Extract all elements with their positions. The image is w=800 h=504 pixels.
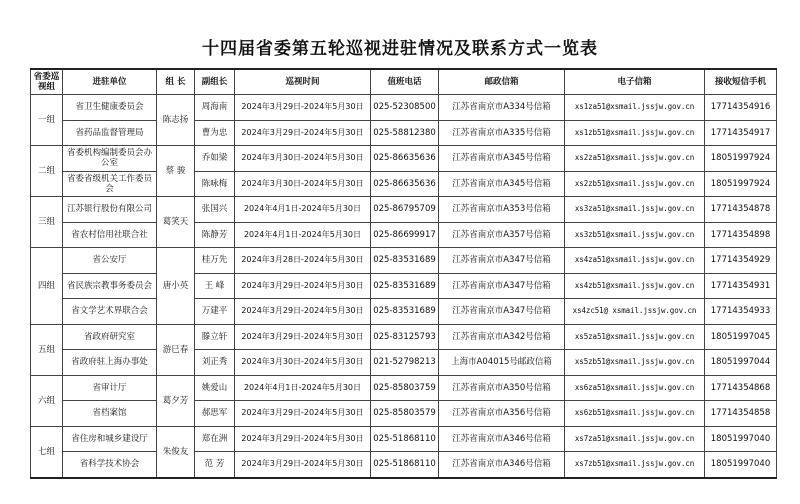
deputy-cell: 姚爱山 — [195, 375, 235, 401]
col-header-time: 巡视时间 — [235, 69, 371, 95]
mailbox-cell: 江苏省南京市A346号信箱 — [439, 452, 565, 478]
table-body — [31, 95, 777, 478]
unit-cell: 省公安厅 — [63, 248, 157, 274]
unit-cell: 省政府驻上海办事处 — [63, 350, 157, 376]
phone-cell: 021-52798213 — [371, 350, 439, 376]
col-header-group: 省委巡视组 — [31, 69, 63, 95]
unit-cell: 省档案馆 — [63, 401, 157, 427]
sms-cell: 18051997040 — [705, 452, 777, 478]
group-name-cell: 五组 — [31, 324, 63, 375]
sms-cell: 17714354868 — [705, 375, 777, 401]
table-row — [31, 95, 777, 121]
deputy-cell: 刘正秀 — [195, 350, 235, 376]
sms-cell: 17714354917 — [705, 120, 777, 146]
mailbox-cell: 江苏省南京市A335号信箱 — [439, 120, 565, 146]
unit-cell: 省政府研究室 — [63, 324, 157, 350]
email-cell: xs2za51@xsmail.jssjw.gov.cn — [565, 146, 705, 172]
deputy-cell: 桂万先 — [195, 248, 235, 274]
col-header-leader: 组 长 — [157, 69, 195, 95]
time-cell: 2024年3月30日-2024年5月30日 — [235, 171, 371, 197]
unit-cell: 省民族宗教事务委员会 — [63, 273, 157, 299]
col-header-deputy: 副组长 — [195, 69, 235, 95]
phone-cell: 025-51868110 — [371, 426, 439, 452]
table-row — [31, 401, 777, 427]
col-header-sms: 接收短信手机 — [705, 69, 777, 95]
table-row — [31, 299, 777, 325]
leader-cell: 游巳春 — [157, 324, 195, 375]
email-cell: xs7za51@xsmail.jssjw.gov.cn — [565, 426, 705, 452]
sms-cell: 17714354858 — [705, 401, 777, 427]
group-name-cell: 四组 — [31, 248, 63, 325]
sms-cell: 18051997045 — [705, 324, 777, 350]
sms-cell: 17714354898 — [705, 222, 777, 248]
leader-cell: 葛夕芳 — [157, 375, 195, 426]
leader-cell: 唐小英 — [157, 248, 195, 325]
deputy-cell: 陈静芳 — [195, 222, 235, 248]
email-cell: xs6za51@xsmail.jssjw.gov.cn — [565, 375, 705, 401]
unit-cell: 省住房和城乡建设厅 — [63, 426, 157, 452]
deputy-cell: 陈咏梅 — [195, 171, 235, 197]
mailbox-cell: 江苏省南京市A347号信箱 — [439, 273, 565, 299]
sms-cell: 18051997044 — [705, 350, 777, 376]
leader-cell: 陈志扬 — [157, 95, 195, 146]
leader-cell: 朱俊友 — [157, 426, 195, 478]
mailbox-cell: 上海市A04015号邮政信箱 — [439, 350, 565, 376]
table-row — [31, 426, 777, 452]
deputy-cell: 乔如梁 — [195, 146, 235, 172]
sms-cell: 17714354878 — [705, 197, 777, 223]
time-cell: 2024年3月29日-2024年5月30日 — [235, 95, 371, 121]
time-cell: 2024年3月29日-2024年5月30日 — [235, 120, 371, 146]
deputy-cell: 王 峰 — [195, 273, 235, 299]
time-cell: 2024年3月30日-2024年5月30日 — [235, 146, 371, 172]
deputy-cell: 滕立轩 — [195, 324, 235, 350]
group-name-cell: 二组 — [31, 146, 63, 197]
time-cell: 2024年3月29日-2024年5月30日 — [235, 324, 371, 350]
email-cell: xs7zb51@xsmail.jssjw.gov.cn — [565, 452, 705, 478]
phone-cell: 025-86635636 — [371, 146, 439, 172]
time-cell: 2024年3月29日-2024年5月30日 — [235, 273, 371, 299]
mailbox-cell: 江苏省南京市A345号信箱 — [439, 146, 565, 172]
unit-cell: 省药品监督管理局 — [63, 120, 157, 146]
mailbox-cell: 江苏省南京市A346号信箱 — [439, 426, 565, 452]
mailbox-cell: 江苏省南京市A350号信箱 — [439, 375, 565, 401]
deputy-cell: 郝思军 — [195, 401, 235, 427]
unit-cell: 省委机构编制委员会办公室 — [63, 146, 157, 172]
phone-cell: 025-51868110 — [371, 452, 439, 478]
unit-cell: 江苏银行股份有限公司 — [63, 197, 157, 223]
email-cell: xs5zb51@xsmail.jssjw.gov.cn — [565, 350, 705, 376]
phone-cell: 025-83531689 — [371, 299, 439, 325]
table-row — [31, 222, 777, 248]
email-cell: xs4za51@xsmail.jssjw.gov.cn — [565, 248, 705, 274]
mailbox-cell: 江苏省南京市A347号信箱 — [439, 299, 565, 325]
sms-cell: 17714354929 — [705, 248, 777, 274]
deputy-cell: 周海南 — [195, 95, 235, 121]
table-row — [31, 273, 777, 299]
group-name-cell: 七组 — [31, 426, 63, 478]
time-cell: 2024年3月29日-2024年5月30日 — [235, 426, 371, 452]
table-row — [31, 171, 777, 197]
deputy-cell: 曹为忠 — [195, 120, 235, 146]
email-cell: xs6zb51@xsmail.jssjw.gov.cn — [565, 401, 705, 427]
sms-cell: 17714354916 — [705, 95, 777, 121]
table-row — [31, 146, 777, 172]
table-row — [31, 120, 777, 146]
unit-cell: 省文学艺术界联合会 — [63, 299, 157, 325]
leader-cell: 蔡 骏 — [157, 146, 195, 197]
deputy-cell: 范 芳 — [195, 452, 235, 478]
email-cell: xs4zb51@xsmail.jssjw.gov.cn — [565, 273, 705, 299]
unit-cell: 省农村信用社联合社 — [63, 222, 157, 248]
time-cell: 2024年3月28日-2024年5月30日 — [235, 248, 371, 274]
email-cell: xs3zb51@xsmail.jssjw.gov.cn — [565, 222, 705, 248]
phone-cell: 025-86795709 — [371, 197, 439, 223]
inspection-table — [30, 68, 777, 479]
table-row — [31, 375, 777, 401]
email-cell: xs2zb51@xsmail.jssjw.gov.cn — [565, 171, 705, 197]
email-cell: xs1zb51@xsmail.jssjw.gov.cn — [565, 120, 705, 146]
mailbox-cell: 江苏省南京市A342号信箱 — [439, 324, 565, 350]
mailbox-cell: 江苏省南京市A347号信箱 — [439, 248, 565, 274]
time-cell: 2024年4月1日-2024年5月30日 — [235, 375, 371, 401]
phone-cell: 025-85803759 — [371, 375, 439, 401]
table-row — [31, 452, 777, 478]
phone-cell: 025-86635636 — [371, 171, 439, 197]
time-cell: 2024年4月1日-2024年5月30日 — [235, 197, 371, 223]
sms-cell: 18051997924 — [705, 146, 777, 172]
sms-cell: 17714354933 — [705, 299, 777, 325]
phone-cell: 025-85803579 — [371, 401, 439, 427]
group-name-cell: 三组 — [31, 197, 63, 248]
time-cell: 2024年3月29日-2024年5月30日 — [235, 401, 371, 427]
unit-cell: 省审计厅 — [63, 375, 157, 401]
time-cell: 2024年4月1日-2024年5月30日 — [235, 222, 371, 248]
group-name-cell: 六组 — [31, 375, 63, 426]
col-header-unit: 进驻单位 — [63, 69, 157, 95]
phone-cell: 025-83531689 — [371, 273, 439, 299]
table-row — [31, 248, 777, 274]
sms-cell: 18051997924 — [705, 171, 777, 197]
phone-cell: 025-83125793 — [371, 324, 439, 350]
mailbox-cell: 江苏省南京市A334号信箱 — [439, 95, 565, 121]
phone-cell: 025-86699917 — [371, 222, 439, 248]
phone-cell: 025-58812380 — [371, 120, 439, 146]
mailbox-cell: 江苏省南京市A345号信箱 — [439, 171, 565, 197]
sms-cell: 18051997040 — [705, 426, 777, 452]
page-title: 十四届省委第五轮巡视进驻情况及联系方式一览表 — [202, 39, 598, 59]
sms-cell: 17714354931 — [705, 273, 777, 299]
leader-cell: 葛笑天 — [157, 197, 195, 248]
table-row — [31, 197, 777, 223]
time-cell: 2024年3月30日-2024年5月30日 — [235, 350, 371, 376]
deputy-cell: 郑在洲 — [195, 426, 235, 452]
table-row — [31, 350, 777, 376]
mailbox-cell: 江苏省南京市A353号信箱 — [439, 197, 565, 223]
email-cell: xs1za51@xsmail.jssjw.gov.cn — [565, 95, 705, 121]
email-cell: xs4zc51@ xsmail.jssjw.gov.cn — [565, 299, 705, 325]
unit-cell: 省科学技术协会 — [63, 452, 157, 478]
col-header-mailbox: 邮政信箱 — [439, 69, 565, 95]
table-row — [31, 324, 777, 350]
col-header-phone: 值班电话 — [371, 69, 439, 95]
email-cell: xs3za51@xsmail.jssjw.gov.cn — [565, 197, 705, 223]
mailbox-cell: 江苏省南京市A356号信箱 — [439, 401, 565, 427]
group-name-cell: 一组 — [31, 95, 63, 146]
deputy-cell: 张国兴 — [195, 197, 235, 223]
email-cell: xs5za51@xsmail.jssjw.gov.cn — [565, 324, 705, 350]
time-cell: 2024年3月29日-2024年5月30日 — [235, 299, 371, 325]
unit-cell: 省卫生健康委员会 — [63, 95, 157, 121]
table-header-row — [31, 69, 777, 95]
deputy-cell: 万建平 — [195, 299, 235, 325]
phone-cell: 025-52308500 — [371, 95, 439, 121]
col-header-email: 电子信箱 — [565, 69, 705, 95]
time-cell: 2024年3月29日-2024年5月30日 — [235, 452, 371, 478]
mailbox-cell: 江苏省南京市A357号信箱 — [439, 222, 565, 248]
phone-cell: 025-83531689 — [371, 248, 439, 274]
unit-cell: 省委省级机关工作委员会 — [63, 171, 157, 197]
